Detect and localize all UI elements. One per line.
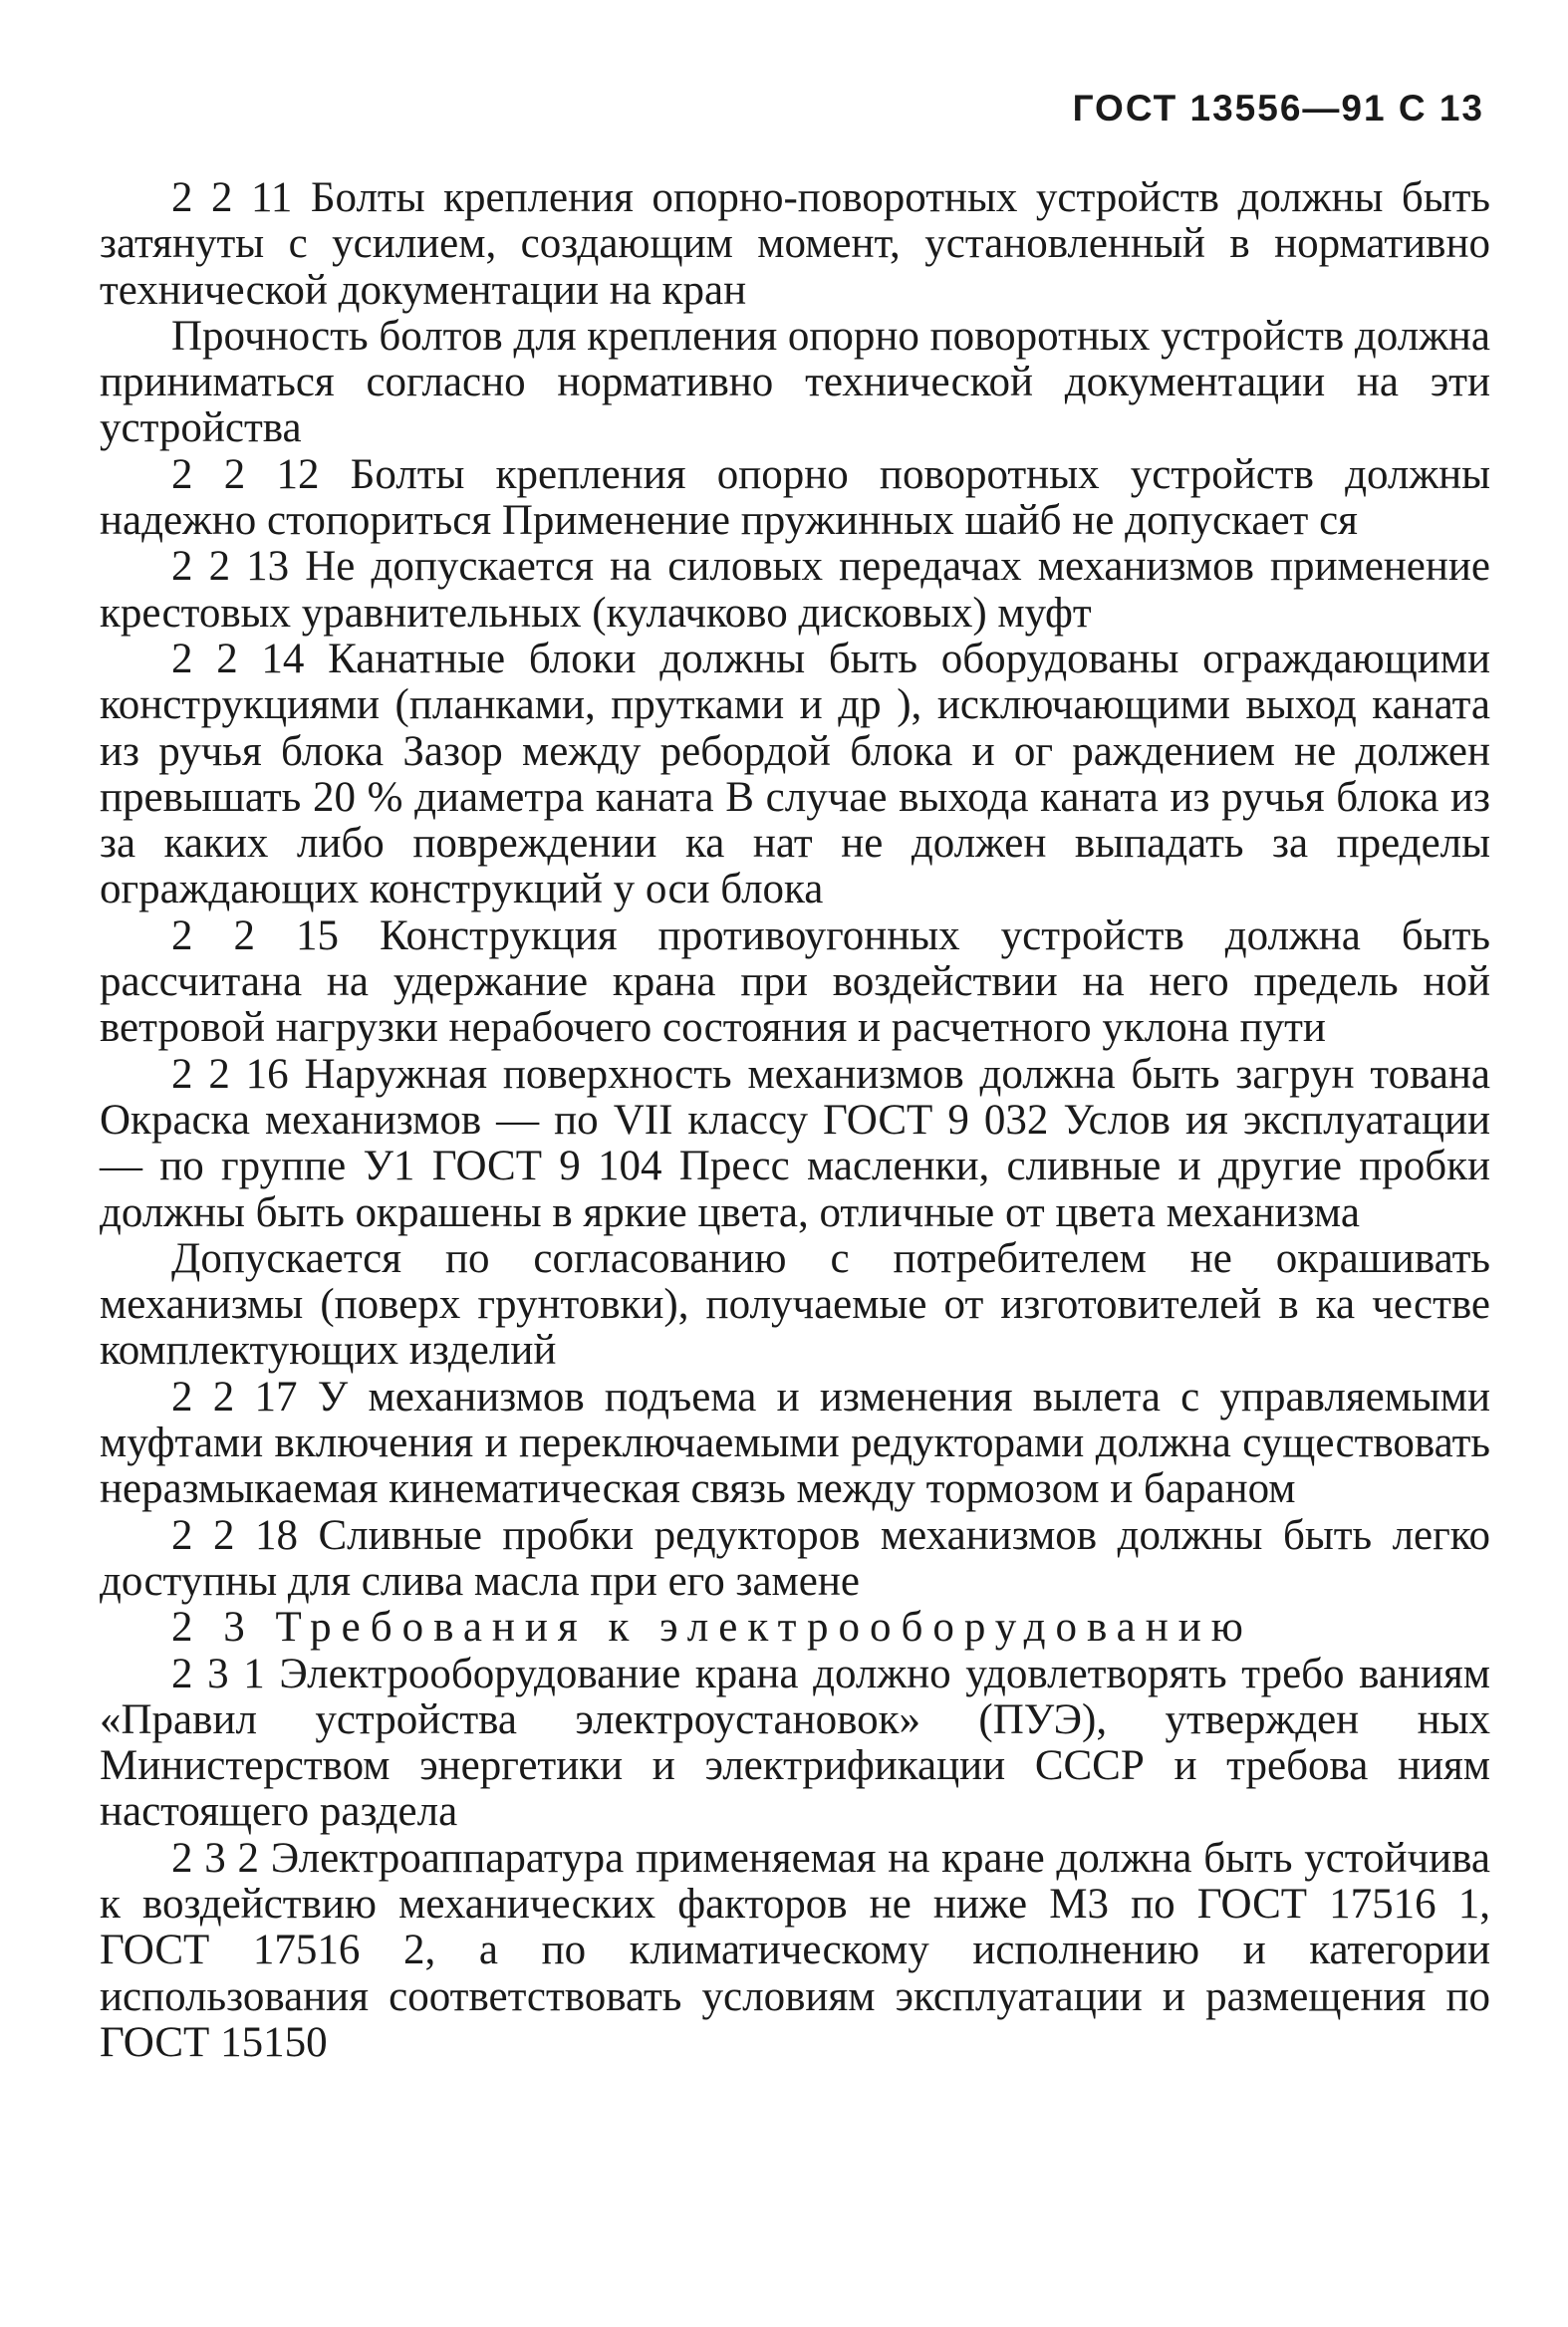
section-heading-2-3: 2 3 Требования к электрооборудованию <box>171 1604 1253 1652</box>
paragraph-2-2-18: 2 2 18 Сливные пробки редукторов механизмов должны быть легко доступны для слива масла при его замене <box>100 1511 1490 1605</box>
paragraph-2-2-14: 2 2 14 Канатные блоки должны быть оборудованы ограждающими конструкциями (планками, прутками и др ), исключающими выход каната из ручья блока Зазор между ребордой блока и ог раждением не должен превышать 20 % диаметра каната В случае выхода каната из ручья блока из за каких либо повреждении ка нат не должен выпадать за пределы ограждающих конструкций у оси блока <box>100 635 1490 913</box>
paragraph-2-2-16: 2 2 16 Наружная поверхность механизмов должна быть загрун тована Окраска механизмов — по VII классу ГОСТ 9 032 Услов ия эксплуатации — по группе У1 ГОСТ 9 104 Пресс масленки, сливные и другие пробки должны быть окрашены в яркие цвета, отличные от цвета механизма <box>100 1050 1490 1236</box>
paragraph-2-2-17: 2 2 17 У механизмов подъема и изменения вылета с управляемыми муфтами включения и переключаемыми редукторами должна существовать неразмыкаемая кинематическая связь между тормозом и бараном <box>100 1373 1490 1513</box>
paragraph-2-2-11: 2 2 11 Болты крепления опорно-поворотных устройств должны быть затянуты с усилием, создающим момент, установленный в нормативно технической документации на кран <box>100 174 1490 314</box>
paragraph-painting-allowance: Допускается по согласованию с потребителем не окрашивать механизмы (поверх грунтовки), получаемые от изготовителей в ка честве комплектующих изделий <box>100 1234 1490 1375</box>
paragraph-2-2-15: 2 2 15 Конструкция противоугонных устройств должна быть рассчитана на удержание крана при воздействии на него предель ной ветровой нагрузки нерабочего состояния и расчетного уклона пути <box>100 911 1490 1052</box>
paragraph-bolt-strength: Прочность болтов для крепления опорно поворотных устройств должна приниматься согласно нормативно технической документации на эти устройства <box>100 312 1490 452</box>
paragraph-2-2-13: 2 2 13 Не допускается на силовых передачах механизмов применение крестовых уравнительных (кулачково дисковых) муфт <box>100 543 1490 637</box>
paragraph-2-3-2: 2 3 2 Электроаппаратура применяемая на кране должна быть устойчива к воздействию механических факторов не ниже М3 по ГОСТ 17516 1, ГОСТ 17516 2, а по климатическому исполнению и категории использования соответствовать условиям эксплуатации и размещения по ГОСТ 15150 <box>100 1834 1490 2066</box>
page-header: ГОСТ 13556—91 С 13 <box>1072 88 1484 129</box>
paragraph-2-3-1: 2 3 1 Электрооборудование крана должно удовлетворять требо ваниям «Правил устройства электроустановок» (ПУЭ), утвержден ных Министерством энергетики и электрификации СССР и требова ниям настоящего раздела <box>100 1650 1490 1836</box>
paragraph-2-2-12: 2 2 12 Болты крепления опорно поворотных устройств должны надежно стопориться Применение пружинных шайб не допускает ся <box>100 450 1490 545</box>
document-body <box>100 175 1490 2066</box>
